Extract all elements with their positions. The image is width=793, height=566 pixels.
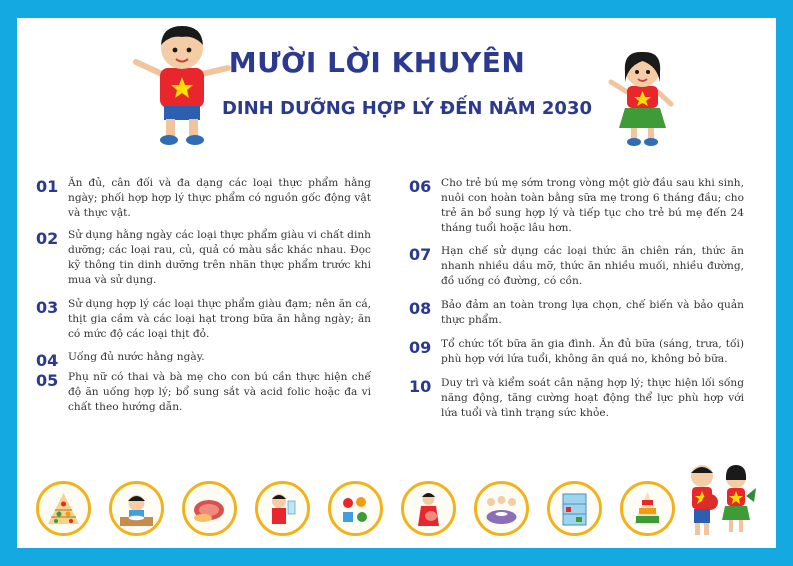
meat-fish-icon xyxy=(182,481,237,536)
tip-number: 09 xyxy=(409,338,432,357)
pregnant-woman-icon xyxy=(401,481,456,536)
food-pyramid-icon xyxy=(36,481,91,536)
tip-item xyxy=(409,376,744,421)
tip-item xyxy=(409,244,744,289)
tip-number: 07 xyxy=(409,245,432,264)
tip-item xyxy=(36,350,371,370)
tip-number: 08 xyxy=(409,299,432,318)
tip-number: 03 xyxy=(36,298,59,317)
drinking-water-icon xyxy=(255,481,310,536)
tip-text: Tổ chức tốt bữa ăn gia đình. Ăn đủ bữa (sáng, trưa, tối) phù hợp với lứa tuổi, không ăn quá no, không bỏ bữa. xyxy=(441,338,744,365)
tip-item xyxy=(36,370,371,415)
tip-text: Sử dụng hằng ngày các loại thực phẩm giàu vi chất dinh dưỡng; các loại rau, củ, quả có màu sắc khác nhau. Đọc kỹ thông tin dinh dưỡng trên nhãn thực phẩm trước khi mua và sử dụng. xyxy=(68,229,371,286)
tip-number: 04 xyxy=(36,351,59,370)
tip-number: 05 xyxy=(36,371,59,390)
healthy-foods-icon xyxy=(328,481,383,536)
tip-item xyxy=(36,228,371,288)
food-tower-icon xyxy=(620,481,675,536)
tip-text: Uống đủ nước hằng ngày. xyxy=(68,351,205,363)
tip-number: 02 xyxy=(36,229,59,248)
tip-item xyxy=(36,176,371,221)
food-storage-icon xyxy=(547,481,602,536)
tips-left-column xyxy=(36,176,371,415)
tip-text: Bảo đảm an toàn trong lựa chọn, chế biến và bảo quản thực phẩm. xyxy=(441,299,744,326)
tip-number: 01 xyxy=(36,177,59,196)
title-line-2: DINH DƯỠNG HỢP LÝ ĐẾN NĂM 2030 xyxy=(221,98,593,119)
tip-item xyxy=(409,298,744,328)
tip-text: Ăn đủ, cân đối và đa dạng các loại thực phẩm hằng ngày; phối hợp hợp lý thực phẩm có nguồn gốc động vật và thực vật. xyxy=(68,177,371,219)
child-eating-icon xyxy=(109,481,164,536)
boy-illustration xyxy=(132,22,232,147)
tip-text: Phụ nữ có thai và bà mẹ cho con bú cần thực hiện chế độ ăn uống hợp lý; bổ sung sắt và acid folic hoặc đa vi chất theo hướng dẫn. xyxy=(68,371,371,413)
tip-text: Cho trẻ bú mẹ sớm trong vòng một giờ đầu sau khi sinh, nuôi con hoàn toàn bằng sữa mẹ trong 6 tháng đầu; cho trẻ ăn bổ sung hợp lý và tiếp tục cho trẻ bú mẹ đến 24 tháng tuổi hoặc lâu hơn. xyxy=(441,177,744,234)
tip-item xyxy=(409,337,744,367)
family-meal-icon xyxy=(474,481,529,536)
poster xyxy=(17,18,776,548)
tip-item xyxy=(36,297,371,342)
tip-item xyxy=(409,176,744,236)
tip-text: Duy trì và kiểm soát cân nặng hợp lý; thực hiện lối sống năng động, tăng cường hoạt động thể lực phù hợp với lứa tuổi và tình trạng sức khỏe. xyxy=(441,377,744,419)
tip-text: Hạn chế sử dụng các loại thức ăn chiên rán, thức ăn nhanh nhiều dầu mỡ, thức ăn nhiều muối, nhiều đường, đồ uống có đường, có cồn. xyxy=(441,245,744,287)
tip-number: 10 xyxy=(409,377,432,396)
title-line-1: MƯỜI LỜI KHUYÊN xyxy=(228,46,526,79)
tip-number: 06 xyxy=(409,177,432,196)
kids-with-vegetables-illustration xyxy=(680,458,760,546)
tips-right-column xyxy=(409,176,744,421)
tip-text: Sử dụng hợp lý các loại thực phẩm giàu đạm; nên ăn cá, thịt gia cầm và các loại hạt trong bữa ăn hằng ngày; ăn có mức độ các loại thịt đỏ. xyxy=(68,298,371,340)
